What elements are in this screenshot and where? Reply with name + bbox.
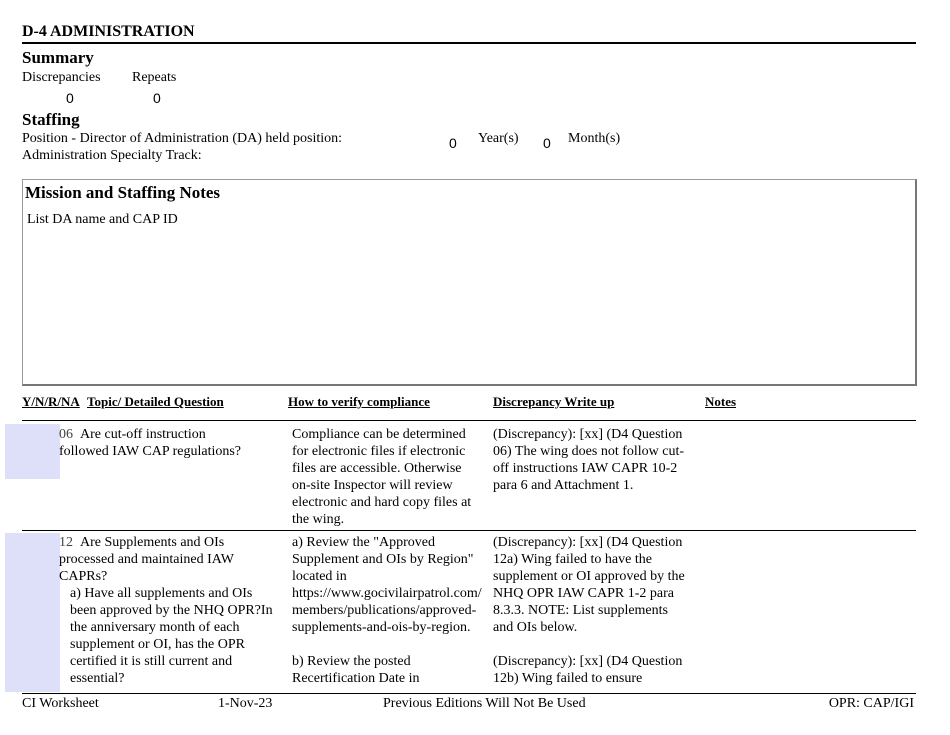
page-title: D-4 ADMINISTRATION [22,23,195,40]
sub-line: a) Have all supplements and OIs [70,586,253,601]
discrepancy-line: para 6 and Attachment 1. [493,478,634,493]
verify-line: a) Review the "Approved [292,535,435,550]
verify-line: for electronic files if electronic [292,444,466,459]
sub-line: certified it is still current and [70,654,233,669]
question-number: 06 [59,427,73,442]
verify-spacer [292,636,492,653]
discrepancy-line: 12b) Wing failed to ensure [493,671,643,686]
verify-line: the wing. [292,512,345,527]
sub-question-a [59,585,287,687]
summary-heading: Summary [22,48,94,67]
sub-line: the anniversary month of each [70,620,240,635]
verify-line: Recertification Date in [292,671,420,686]
mission-notes-text: List DA name and CAP ID [27,212,178,227]
verify-line: members/publications/approved- [292,603,477,618]
verify-line: Compliance can be determined [292,427,466,442]
discrepancy-line: 8.3.3. NOTE: List supplements [493,603,668,618]
discrepancy-12 [493,534,703,687]
col-header-ynrna: Y/N/R/NA [22,394,80,409]
discrepancy-line: NHQ OPR IAW CAPR 1-2 para [493,586,675,601]
verify-line: electronic and hard copy files at [292,495,472,510]
sub-line: been approved by the NHQ OPR?In [70,603,273,618]
question-text-line: CAPRs? [59,569,108,584]
footer-center: Previous Editions Will Not Be Used [383,696,586,711]
discrepancy-line: (Discrepancy): [xx] (D4 Question [493,427,683,442]
footer-date: 1-Nov-23 [218,696,273,711]
answer-cell-06[interactable] [5,424,60,479]
discrepancy-06 [493,426,703,494]
row-rule [22,530,916,531]
verify-line: files are accessible. Otherwise [292,461,462,476]
col-header-verify: How to verify compliance [288,394,430,409]
verify-06 [292,426,492,528]
answer-cell-12[interactable] [5,533,60,692]
header-rule [22,420,916,421]
months-value[interactable]: 0 [543,135,551,151]
question-number: 12 [59,535,73,550]
discrepancy-spacer [493,636,703,653]
mission-notes-box[interactable] [22,179,917,386]
sub-line: supplement or OI, has the OPR [70,637,245,652]
question-12 [59,534,287,687]
repeats-value[interactable]: 0 [153,90,161,106]
sub-line: essential? [70,671,125,686]
title-rule [22,42,916,44]
discrepancy-line: supplement or OI approved by the [493,569,685,584]
position-label: Position - Director of Administration (DA) held position: [22,131,343,146]
discrepancies-value[interactable]: 0 [66,90,74,106]
question-text-line: followed IAW CAP regulations? [59,444,242,459]
verify-line: supplements-and-ois-by-region. [292,620,471,635]
years-label: Year(s) [478,131,519,146]
footer-rule [22,693,916,694]
verify-line: Supplement and OIs by Region" [292,552,474,567]
track-label: Administration Specialty Track: [22,148,202,163]
repeats-label: Repeats [132,70,177,85]
discrepancies-label: Discrepancies [22,70,101,85]
col-header-topic: Topic/ Detailed Question [87,394,224,409]
col-header-discrepancy: Discrepancy Write up [493,394,615,409]
months-label: Month(s) [568,131,621,146]
staffing-heading: Staffing [22,110,80,129]
discrepancy-line: 06) The wing does not follow cut- [493,444,685,459]
years-value[interactable]: 0 [449,135,457,151]
question-text-line: processed and maintained IAW [59,552,234,567]
footer-left: CI Worksheet [22,696,99,711]
verify-line: b) Review the posted [292,654,411,669]
verify-line: located in [292,569,347,584]
footer-right: OPR: CAP/IGI [828,696,914,711]
verify-line: https://www.gocivilairpatrol.com/ [292,586,482,601]
question-06 [59,426,284,460]
question-text-line: Are Supplements and OIs [80,535,225,550]
discrepancy-line: (Discrepancy): [xx] (D4 Question [493,535,683,550]
discrepancy-line: and OIs below. [493,620,578,635]
discrepancy-line: (Discrepancy): [xx] (D4 Question [493,654,683,669]
verify-12 [292,534,492,687]
col-header-notes: Notes [705,394,737,409]
mission-notes-heading: Mission and Staffing Notes [25,183,221,202]
question-text-line: Are cut-off instruction [80,427,206,442]
verify-line: on-site Inspector will review [292,478,453,493]
discrepancy-line: off instructions IAW CAPR 10-2 [493,461,678,476]
discrepancy-line: 12a) Wing failed to have the [493,552,652,567]
